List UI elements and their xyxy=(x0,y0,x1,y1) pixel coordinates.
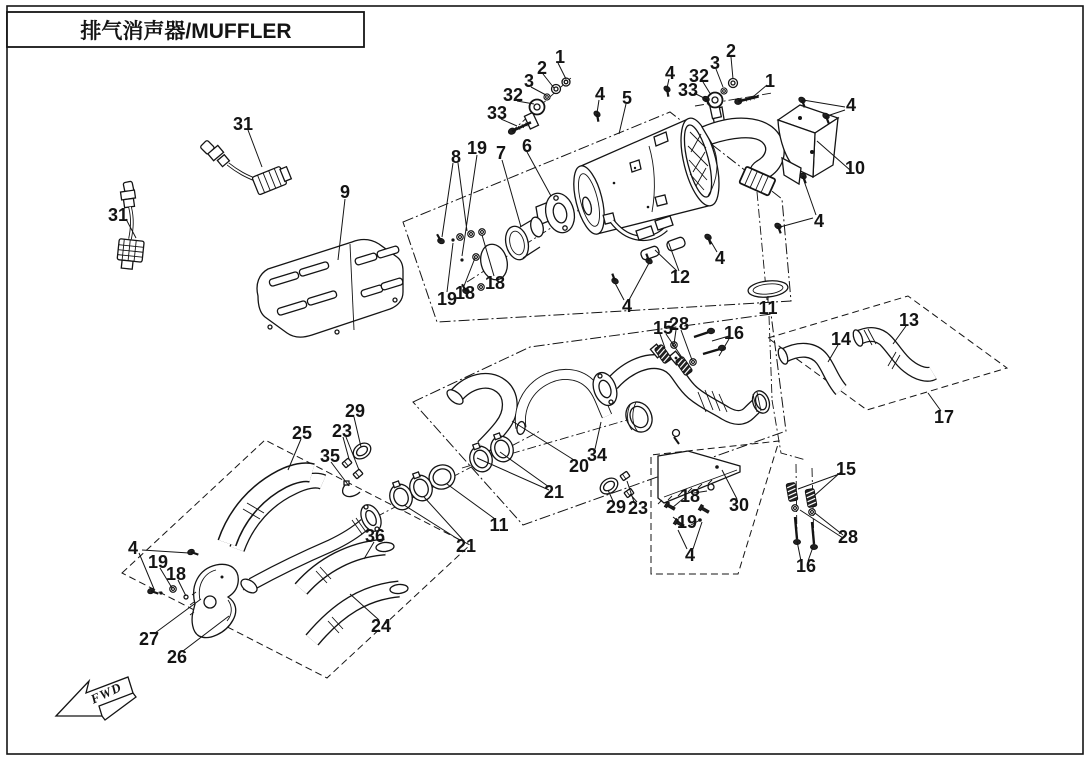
callout-9: 9 xyxy=(339,182,351,202)
callout-19: 19 xyxy=(436,289,458,309)
callout-16: 16 xyxy=(795,556,817,576)
callout-25: 25 xyxy=(291,423,313,443)
spring-set-lower xyxy=(786,482,817,549)
callout-1: 1 xyxy=(554,47,566,67)
callout-2: 2 xyxy=(536,58,548,78)
callout-3: 3 xyxy=(523,71,535,91)
callout-18: 18 xyxy=(165,564,187,584)
callout-28: 28 xyxy=(837,527,859,547)
callout-29: 29 xyxy=(605,497,627,517)
callout-33: 33 xyxy=(486,103,508,123)
callout-36: 36 xyxy=(364,526,386,546)
callout-11: 11 xyxy=(489,515,509,535)
heat-shield-25 xyxy=(227,472,323,549)
callout-24: 24 xyxy=(370,616,392,636)
end-guard-26 xyxy=(190,564,238,637)
callout-32: 32 xyxy=(502,85,524,105)
callout-14: 14 xyxy=(830,329,852,349)
callout-4: 4 xyxy=(684,545,696,565)
callout-5: 5 xyxy=(621,88,633,108)
callout-16: 16 xyxy=(723,323,745,343)
callout-19: 19 xyxy=(676,512,698,532)
callout-26: 26 xyxy=(166,647,188,667)
callout-3: 3 xyxy=(709,53,721,73)
callout-18: 18 xyxy=(484,273,506,293)
callout-13: 13 xyxy=(898,310,920,330)
callout-18: 18 xyxy=(679,486,701,506)
callout-18: 18 xyxy=(454,283,476,303)
ball-joint xyxy=(621,398,657,437)
callout-29: 29 xyxy=(344,401,366,421)
callout-23: 23 xyxy=(627,498,649,518)
callout-4: 4 xyxy=(127,538,139,558)
callout-2: 2 xyxy=(725,41,737,61)
page-title: 排气消声器/MUFFLER xyxy=(80,20,292,43)
callout-1: 1 xyxy=(764,71,776,91)
callout-7: 7 xyxy=(495,143,507,163)
oxygen-sensor-left xyxy=(116,181,144,270)
callout-35: 35 xyxy=(319,446,341,466)
callout-19: 19 xyxy=(466,138,488,158)
flange-6 xyxy=(542,190,579,236)
callout-4: 4 xyxy=(621,296,633,316)
gasket-29-left xyxy=(342,440,374,479)
callout-32: 32 xyxy=(688,66,710,86)
callout-15: 15 xyxy=(652,318,674,338)
shield-24 xyxy=(312,584,408,640)
callout-27: 27 xyxy=(138,629,160,649)
callout-30: 30 xyxy=(728,495,750,515)
callout-11: 11 xyxy=(758,298,778,318)
callout-34: 34 xyxy=(586,445,608,465)
callout-21: 21 xyxy=(455,536,477,556)
callout-4: 4 xyxy=(845,95,857,115)
callout-33: 33 xyxy=(677,80,699,100)
callout-23: 23 xyxy=(331,421,353,441)
callout-4: 4 xyxy=(714,248,726,268)
callout-31: 31 xyxy=(107,205,129,225)
fwd-arrow xyxy=(56,677,136,720)
pipe-13 xyxy=(851,329,933,375)
callout-17: 17 xyxy=(933,407,955,427)
callout-10: 10 xyxy=(844,158,866,178)
callout-6: 6 xyxy=(521,136,533,156)
mount-chain-right xyxy=(661,79,759,119)
heat-shield-9 xyxy=(257,240,404,338)
callout-4: 4 xyxy=(664,63,676,83)
clamp-35 xyxy=(343,481,360,497)
callout-8: 8 xyxy=(450,147,462,167)
callout-31: 31 xyxy=(232,114,254,134)
callout-20: 20 xyxy=(568,456,590,476)
pipe-14 xyxy=(776,347,841,390)
callout-21: 21 xyxy=(543,482,565,502)
fwd-label: FWD xyxy=(88,679,125,707)
oxygen-sensor-top xyxy=(200,140,293,195)
callout-4: 4 xyxy=(594,84,606,104)
callout-4: 4 xyxy=(813,211,825,231)
callout-19: 19 xyxy=(147,552,169,572)
callout-12: 12 xyxy=(669,267,691,287)
callout-15: 15 xyxy=(835,459,857,479)
callout-28: 28 xyxy=(668,314,690,334)
